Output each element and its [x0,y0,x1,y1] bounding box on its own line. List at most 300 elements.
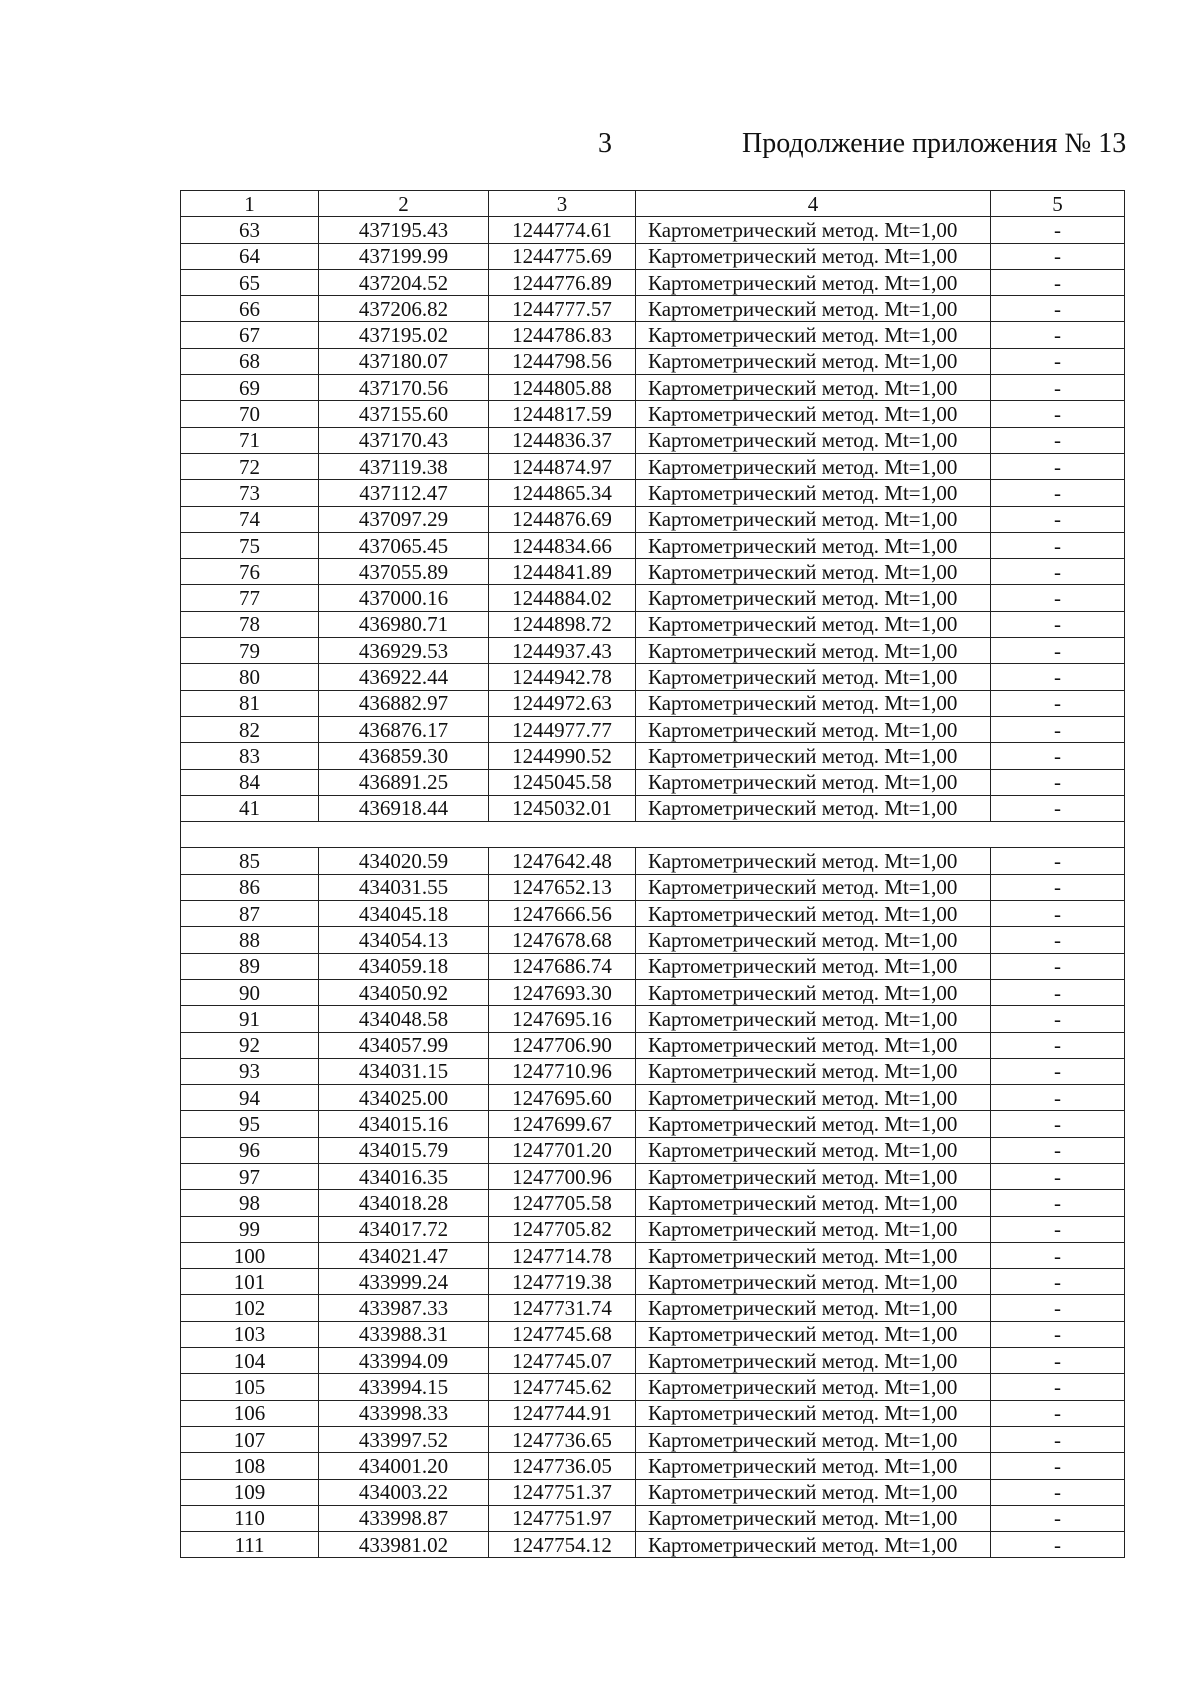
note-cell: - [991,296,1125,322]
x-coordinate-cell: 433998.87 [319,1505,489,1531]
x-coordinate-cell: 437199.99 [319,243,489,269]
x-coordinate-cell: 436918.44 [319,795,489,821]
x-coordinate-cell: 437195.02 [319,322,489,348]
point-number-cell: 84 [181,769,319,795]
point-number-cell: 106 [181,1400,319,1426]
x-coordinate-cell: 437170.43 [319,427,489,453]
y-coordinate-cell: 1247745.62 [489,1374,636,1400]
x-coordinate-cell: 433994.15 [319,1374,489,1400]
table-row [181,1242,1125,1268]
point-number-cell: 104 [181,1348,319,1374]
table-row [181,848,1125,874]
y-coordinate-cell: 1247745.07 [489,1348,636,1374]
point-number-cell: 91 [181,1006,319,1032]
y-coordinate-cell: 1247642.48 [489,848,636,874]
note-cell: - [991,769,1125,795]
point-number-cell: 71 [181,427,319,453]
column-header-5: 5 [991,191,1125,217]
point-number-cell: 109 [181,1479,319,1505]
note-cell: - [991,611,1125,637]
table-header-row [181,191,1125,217]
table-row [181,375,1125,401]
method-cell: Картометрический метод. Mt=1,00 [636,269,991,295]
y-coordinate-cell: 1244836.37 [489,427,636,453]
method-cell: Картометрический метод. Mt=1,00 [636,901,991,927]
y-coordinate-cell: 1244777.57 [489,296,636,322]
note-cell: - [991,243,1125,269]
note-cell: - [991,322,1125,348]
method-cell: Картометрический метод. Mt=1,00 [636,348,991,374]
point-number-cell: 110 [181,1505,319,1531]
x-coordinate-cell: 436980.71 [319,611,489,637]
method-cell: Картометрический метод. Mt=1,00 [636,1085,991,1111]
point-number-cell: 98 [181,1190,319,1216]
table-row [181,795,1125,821]
method-cell: Картометрический метод. Mt=1,00 [636,401,991,427]
table-row [181,1400,1125,1426]
table-row [181,217,1125,243]
table-row [181,1190,1125,1216]
column-header-2: 2 [319,191,489,217]
note-cell: - [991,1085,1125,1111]
table-row [181,506,1125,532]
point-number-cell: 102 [181,1295,319,1321]
x-coordinate-cell: 434015.79 [319,1137,489,1163]
point-number-cell: 85 [181,848,319,874]
x-coordinate-cell: 433994.09 [319,1348,489,1374]
point-number-cell: 99 [181,1216,319,1242]
x-coordinate-cell: 434050.92 [319,979,489,1005]
note-cell: - [991,1137,1125,1163]
point-number-cell: 78 [181,611,319,637]
point-number-cell: 74 [181,506,319,532]
y-coordinate-cell: 1244876.69 [489,506,636,532]
note-cell: - [991,375,1125,401]
y-coordinate-cell: 1244841.89 [489,559,636,585]
y-coordinate-cell: 1247751.37 [489,1479,636,1505]
note-cell: - [991,506,1125,532]
x-coordinate-cell: 434021.47 [319,1242,489,1268]
method-cell: Картометрический метод. Mt=1,00 [636,1190,991,1216]
x-coordinate-cell: 434016.35 [319,1163,489,1189]
y-coordinate-cell: 1244874.97 [489,453,636,479]
table-row [181,1032,1125,1058]
note-cell: - [991,217,1125,243]
x-coordinate-cell: 434031.15 [319,1058,489,1084]
point-number-cell: 73 [181,480,319,506]
x-coordinate-cell: 434045.18 [319,901,489,927]
y-coordinate-cell: 1247731.74 [489,1295,636,1321]
table-row [181,1321,1125,1347]
point-number-cell: 87 [181,901,319,927]
table-row [181,716,1125,742]
x-coordinate-cell: 437097.29 [319,506,489,532]
method-cell: Картометрический метод. Mt=1,00 [636,953,991,979]
table-row [181,1374,1125,1400]
table-row [181,638,1125,664]
point-number-cell: 72 [181,453,319,479]
note-cell: - [991,1216,1125,1242]
point-number-cell: 103 [181,1321,319,1347]
method-cell: Картометрический метод. Mt=1,00 [636,453,991,479]
method-cell: Картометрический метод. Mt=1,00 [636,979,991,1005]
table-row [181,664,1125,690]
method-cell: Картометрический метод. Mt=1,00 [636,1505,991,1531]
x-coordinate-cell: 436891.25 [319,769,489,795]
group-separator-cell [181,822,1125,848]
method-cell: Картометрический метод. Mt=1,00 [636,1374,991,1400]
x-coordinate-cell: 437155.60 [319,401,489,427]
method-cell: Картометрический метод. Mt=1,00 [636,480,991,506]
x-coordinate-cell: 437170.56 [319,375,489,401]
table-row [181,1295,1125,1321]
x-coordinate-cell: 436859.30 [319,743,489,769]
note-cell: - [991,874,1125,900]
note-cell: - [991,795,1125,821]
x-coordinate-cell: 437180.07 [319,348,489,374]
note-cell: - [991,1295,1125,1321]
note-cell: - [991,559,1125,585]
table-row [181,1085,1125,1111]
x-coordinate-cell: 434015.16 [319,1111,489,1137]
note-cell: - [991,1269,1125,1295]
y-coordinate-cell: 1245032.01 [489,795,636,821]
x-coordinate-cell: 434017.72 [319,1216,489,1242]
x-coordinate-cell: 433987.33 [319,1295,489,1321]
method-cell: Картометрический метод. Mt=1,00 [636,532,991,558]
x-coordinate-cell: 434020.59 [319,848,489,874]
note-cell: - [991,1532,1125,1558]
appendix-title: Продолжение приложения № 13 [742,128,1127,159]
method-cell: Картометрический метод. Mt=1,00 [636,427,991,453]
note-cell: - [991,1426,1125,1452]
method-cell: Картометрический метод. Mt=1,00 [636,1479,991,1505]
x-coordinate-cell: 433981.02 [319,1532,489,1558]
table-row [181,322,1125,348]
method-cell: Картометрический метод. Mt=1,00 [636,1006,991,1032]
point-number-cell: 107 [181,1426,319,1452]
y-coordinate-cell: 1247754.12 [489,1532,636,1558]
note-cell: - [991,901,1125,927]
point-number-cell: 81 [181,690,319,716]
table-row [181,690,1125,716]
y-coordinate-cell: 1244834.66 [489,532,636,558]
table-row [181,1269,1125,1295]
note-cell: - [991,979,1125,1005]
y-coordinate-cell: 1244942.78 [489,664,636,690]
table-row [181,532,1125,558]
table-row [181,901,1125,927]
note-cell: - [991,453,1125,479]
point-number-cell: 111 [181,1532,319,1558]
x-coordinate-cell: 434003.22 [319,1479,489,1505]
column-header-4: 4 [636,191,991,217]
table-row [181,401,1125,427]
y-coordinate-cell: 1247700.96 [489,1163,636,1189]
note-cell: - [991,401,1125,427]
x-coordinate-cell: 434048.58 [319,1006,489,1032]
method-cell: Картометрический метод. Mt=1,00 [636,1400,991,1426]
x-coordinate-cell: 434025.00 [319,1085,489,1111]
y-coordinate-cell: 1247705.58 [489,1190,636,1216]
y-coordinate-cell: 1247705.82 [489,1216,636,1242]
y-coordinate-cell: 1244805.88 [489,375,636,401]
table-row [181,559,1125,585]
x-coordinate-cell: 437119.38 [319,453,489,479]
method-cell: Картометрический метод. Mt=1,00 [636,1426,991,1452]
y-coordinate-cell: 1244977.77 [489,716,636,742]
point-number-cell: 90 [181,979,319,1005]
table-row [181,427,1125,453]
y-coordinate-cell: 1244798.56 [489,348,636,374]
note-cell: - [991,743,1125,769]
y-coordinate-cell: 1247695.60 [489,1085,636,1111]
note-cell: - [991,690,1125,716]
note-cell: - [991,348,1125,374]
y-coordinate-cell: 1247706.90 [489,1032,636,1058]
method-cell: Картометрический метод. Mt=1,00 [636,1321,991,1347]
y-coordinate-cell: 1244774.61 [489,217,636,243]
note-cell: - [991,1348,1125,1374]
x-coordinate-cell: 436922.44 [319,664,489,690]
y-coordinate-cell: 1244898.72 [489,611,636,637]
note-cell: - [991,1505,1125,1531]
y-coordinate-cell: 1247714.78 [489,1242,636,1268]
y-coordinate-cell: 1247678.68 [489,927,636,953]
method-cell: Картометрический метод. Mt=1,00 [636,1216,991,1242]
note-cell: - [991,664,1125,690]
point-number-cell: 93 [181,1058,319,1084]
y-coordinate-cell: 1247701.20 [489,1137,636,1163]
x-coordinate-cell: 434018.28 [319,1190,489,1216]
point-number-cell: 86 [181,874,319,900]
x-coordinate-cell: 437065.45 [319,532,489,558]
table-row [181,874,1125,900]
note-cell: - [991,269,1125,295]
y-coordinate-cell: 1247745.68 [489,1321,636,1347]
point-number-cell: 41 [181,795,319,821]
y-coordinate-cell: 1247699.67 [489,1111,636,1137]
point-number-cell: 76 [181,559,319,585]
method-cell: Картометрический метод. Mt=1,00 [636,1532,991,1558]
method-cell: Картометрический метод. Mt=1,00 [636,217,991,243]
table-row [181,296,1125,322]
x-coordinate-cell: 434001.20 [319,1453,489,1479]
x-coordinate-cell: 436876.17 [319,716,489,742]
group-separator-row [181,822,1125,848]
table-row [181,269,1125,295]
x-coordinate-cell: 437055.89 [319,559,489,585]
point-number-cell: 96 [181,1137,319,1163]
point-number-cell: 89 [181,953,319,979]
y-coordinate-cell: 1247751.97 [489,1505,636,1531]
method-cell: Картометрический метод. Mt=1,00 [636,296,991,322]
y-coordinate-cell: 1245045.58 [489,769,636,795]
y-coordinate-cell: 1247666.56 [489,901,636,927]
point-number-cell: 79 [181,638,319,664]
note-cell: - [991,1006,1125,1032]
method-cell: Картометрический метод. Mt=1,00 [636,1295,991,1321]
point-number-cell: 65 [181,269,319,295]
method-cell: Картометрический метод. Mt=1,00 [636,1137,991,1163]
y-coordinate-cell: 1247710.96 [489,1058,636,1084]
table-row [181,1111,1125,1137]
method-cell: Картометрический метод. Mt=1,00 [636,1269,991,1295]
method-cell: Картометрический метод. Mt=1,00 [636,769,991,795]
x-coordinate-cell: 437195.43 [319,217,489,243]
table-row [181,348,1125,374]
point-number-cell: 69 [181,375,319,401]
method-cell: Картометрический метод. Mt=1,00 [636,585,991,611]
x-coordinate-cell: 433988.31 [319,1321,489,1347]
note-cell: - [991,1190,1125,1216]
table-row [181,1058,1125,1084]
x-coordinate-cell: 437112.47 [319,480,489,506]
x-coordinate-cell: 436882.97 [319,690,489,716]
table-row [181,243,1125,269]
method-cell: Картометрический метод. Mt=1,00 [636,638,991,664]
point-number-cell: 70 [181,401,319,427]
table-row [181,979,1125,1005]
y-coordinate-cell: 1247652.13 [489,874,636,900]
coordinates-table [180,190,1125,1558]
point-number-cell: 92 [181,1032,319,1058]
point-number-cell: 67 [181,322,319,348]
method-cell: Картометрический метод. Mt=1,00 [636,1111,991,1137]
method-cell: Картометрический метод. Mt=1,00 [636,1163,991,1189]
table-row [181,1137,1125,1163]
note-cell: - [991,638,1125,664]
y-coordinate-cell: 1247736.05 [489,1453,636,1479]
table-row [181,585,1125,611]
method-cell: Картометрический метод. Mt=1,00 [636,611,991,637]
note-cell: - [991,1163,1125,1189]
table-row [181,1163,1125,1189]
point-number-cell: 77 [181,585,319,611]
method-cell: Картометрический метод. Mt=1,00 [636,1058,991,1084]
table-row [181,769,1125,795]
column-header-1: 1 [181,191,319,217]
point-number-cell: 95 [181,1111,319,1137]
x-coordinate-cell: 434031.55 [319,874,489,900]
y-coordinate-cell: 1244937.43 [489,638,636,664]
note-cell: - [991,1374,1125,1400]
y-coordinate-cell: 1247719.38 [489,1269,636,1295]
point-number-cell: 83 [181,743,319,769]
method-cell: Картометрический метод. Mt=1,00 [636,795,991,821]
y-coordinate-cell: 1247693.30 [489,979,636,1005]
table-row [181,927,1125,953]
x-coordinate-cell: 436929.53 [319,638,489,664]
method-cell: Картометрический метод. Mt=1,00 [636,1242,991,1268]
page-number: 3 [598,128,612,159]
point-number-cell: 68 [181,348,319,374]
x-coordinate-cell: 434054.13 [319,927,489,953]
x-coordinate-cell: 437206.82 [319,296,489,322]
y-coordinate-cell: 1244972.63 [489,690,636,716]
point-number-cell: 64 [181,243,319,269]
point-number-cell: 108 [181,1453,319,1479]
y-coordinate-cell: 1247744.91 [489,1400,636,1426]
column-header-3: 3 [489,191,636,217]
method-cell: Картометрический метод. Mt=1,00 [636,927,991,953]
method-cell: Картометрический метод. Mt=1,00 [636,1453,991,1479]
point-number-cell: 97 [181,1163,319,1189]
x-coordinate-cell: 433998.33 [319,1400,489,1426]
x-coordinate-cell: 433999.24 [319,1269,489,1295]
table-row [181,743,1125,769]
note-cell: - [991,1111,1125,1137]
table-row [181,1348,1125,1374]
method-cell: Картометрический метод. Mt=1,00 [636,1348,991,1374]
method-cell: Картометрический метод. Mt=1,00 [636,690,991,716]
x-coordinate-cell: 434057.99 [319,1032,489,1058]
note-cell: - [991,427,1125,453]
note-cell: - [991,532,1125,558]
y-coordinate-cell: 1247686.74 [489,953,636,979]
table-row [181,611,1125,637]
point-number-cell: 66 [181,296,319,322]
y-coordinate-cell: 1244775.69 [489,243,636,269]
table-row [181,1006,1125,1032]
x-coordinate-cell: 434059.18 [319,953,489,979]
method-cell: Картометрический метод. Mt=1,00 [636,664,991,690]
y-coordinate-cell: 1244990.52 [489,743,636,769]
note-cell: - [991,1242,1125,1268]
y-coordinate-cell: 1244865.34 [489,480,636,506]
y-coordinate-cell: 1244817.59 [489,401,636,427]
note-cell: - [991,716,1125,742]
method-cell: Картометрический метод. Mt=1,00 [636,848,991,874]
x-coordinate-cell: 433997.52 [319,1426,489,1452]
point-number-cell: 82 [181,716,319,742]
note-cell: - [991,480,1125,506]
note-cell: - [991,1321,1125,1347]
note-cell: - [991,1058,1125,1084]
method-cell: Картометрический метод. Mt=1,00 [636,559,991,585]
table-row [181,1479,1125,1505]
method-cell: Картометрический метод. Mt=1,00 [636,375,991,401]
note-cell: - [991,1453,1125,1479]
note-cell: - [991,953,1125,979]
point-number-cell: 63 [181,217,319,243]
table-row [181,1453,1125,1479]
table-row [181,1505,1125,1531]
y-coordinate-cell: 1247695.16 [489,1006,636,1032]
method-cell: Картометрический метод. Mt=1,00 [636,506,991,532]
method-cell: Картометрический метод. Mt=1,00 [636,743,991,769]
method-cell: Картометрический метод. Mt=1,00 [636,243,991,269]
note-cell: - [991,848,1125,874]
x-coordinate-cell: 437000.16 [319,585,489,611]
y-coordinate-cell: 1244786.83 [489,322,636,348]
point-number-cell: 88 [181,927,319,953]
method-cell: Картометрический метод. Mt=1,00 [636,1032,991,1058]
note-cell: - [991,1032,1125,1058]
point-number-cell: 105 [181,1374,319,1400]
table-row [181,1216,1125,1242]
point-number-cell: 100 [181,1242,319,1268]
note-cell: - [991,1400,1125,1426]
y-coordinate-cell: 1247736.65 [489,1426,636,1452]
method-cell: Картометрический метод. Mt=1,00 [636,716,991,742]
method-cell: Картометрический метод. Mt=1,00 [636,874,991,900]
y-coordinate-cell: 1244776.89 [489,269,636,295]
point-number-cell: 94 [181,1085,319,1111]
table-row [181,480,1125,506]
table-row [181,1532,1125,1558]
table-row [181,1426,1125,1452]
